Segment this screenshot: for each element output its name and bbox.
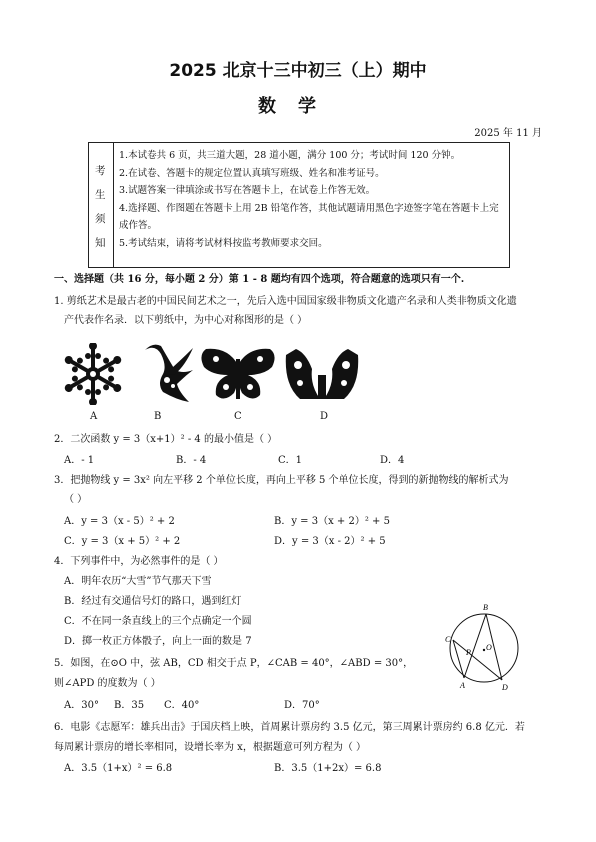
notice-body <box>119 147 505 252</box>
notice-item: 4.选择题、作图题在答题卡上用 2B 铅笔作答，其他试题请用黑色字迹签字笔在答题卡上完成作答。 <box>119 202 499 231</box>
page-title: 2025 北京十三中初三（上）期中 <box>169 61 427 81</box>
q2-option-b: B．- 4 <box>176 455 207 466</box>
point-label-d: D <box>502 683 508 692</box>
point-label-a: A <box>460 681 465 690</box>
q4-option-c: C．不在同一条直线上的三个点确定一个圆 <box>64 616 252 627</box>
q4-stem: 4．下列事件中，为必然事件的是（ ） <box>54 556 224 567</box>
q6-line1: 6．电影《志愿军：雄兵出击》于国庆档上映，首周累计票房约 3.5 亿元，第三周累计票房约 6.8 亿元．若 <box>54 722 525 733</box>
papercut-bird-image <box>133 340 199 406</box>
q2-option-c: C．1 <box>278 455 303 466</box>
q5-option-c: C．40° <box>164 700 200 711</box>
q5-option-b: B．35 <box>114 700 145 711</box>
notice-head-char: 须 <box>95 213 106 225</box>
subject-title: 数学 <box>258 96 338 117</box>
q5-option-d: D．70° <box>284 700 320 711</box>
figure-label-c: C <box>234 411 242 422</box>
q3-option-b: B．y = 3（x + 2）² + 5 <box>274 516 390 527</box>
q1-line1: 1. 剪纸艺术是最古老的中国民间艺术之一，先后入选中国国家级非物质文化遗产名录和人类非物质文化遗 <box>54 296 517 307</box>
q5-circle-diagram <box>440 598 522 694</box>
q2-option-a: A．- 1 <box>64 455 95 466</box>
notice-head-char: 生 <box>95 189 106 201</box>
papercut-snowflake-image <box>52 343 134 405</box>
notice-head-char: 知 <box>95 237 106 249</box>
point-label-o: O <box>486 643 492 652</box>
exam-date: 2025 年 11 月 <box>474 128 542 139</box>
point-label-b: B <box>483 603 488 612</box>
q6-option-a: A．3.5（1+x）² = 6.8 <box>64 763 173 774</box>
figure-label-d: D <box>320 411 329 422</box>
papercut-butterfly-image <box>198 345 278 405</box>
notice-head-char: 考 <box>95 165 106 177</box>
notice-item: 5.考试结束，请将考试材料按监考教师要求交回。 <box>119 237 328 249</box>
q5-line1: 5．如图，在⊙O 中，弦 AB，CD 相交于点 P，∠CAB = 40°，∠ABD = 30°， <box>54 658 414 669</box>
q2-option-d: D．4 <box>380 455 405 466</box>
notice-item: 3.试题答案一律填涂或书写在答题卡上，在试卷上作答无效。 <box>119 185 376 196</box>
papercut-fish-image <box>280 345 364 403</box>
notice-box <box>88 142 510 268</box>
notice-head <box>89 143 114 267</box>
q5-option-a: A．30° <box>64 700 99 711</box>
point-label-p: P <box>466 648 471 657</box>
section-heading: 一、选择题（共 16 分，每小题 2 分）第 1 - 8 题均有四个选项，符合题意的选项只有一个. <box>54 274 465 285</box>
q3-line1: 3．把抛物线 y = 3x² 向左平移 2 个单位长度，再向上平移 5 个单位长度，得到的新抛物线的解析式为 <box>54 475 509 486</box>
q1-line2: 产代表作名录．以下剪纸中，为中心对称图形的是（ ） <box>64 315 308 326</box>
point-label-c: C <box>445 635 451 644</box>
q4-option-a: A．明年农历“大雪”节气那天下雪 <box>64 576 212 587</box>
q6-line2: 每周累计票房的增长率相同，设增长率为 x，根据题意可列方程为（ ） <box>54 742 366 753</box>
q3-option-d: D．y = 3（x - 2）² + 5 <box>274 536 386 547</box>
figure-label-b: B <box>154 411 162 422</box>
q3-option-c: C．y = 3（x + 5）² + 2 <box>64 536 181 547</box>
q6-option-b: B．3.5（1+2x）= 6.8 <box>274 763 382 774</box>
q2-stem: 2．二次函数 y = 3（x+1）² - 4 的最小值是（ ） <box>54 434 278 445</box>
q3-line2: （ ） <box>64 494 88 505</box>
q5-line2: 则∠APD 的度数为（ ） <box>54 678 161 689</box>
q3-option-a: A．y = 3（x - 5）² + 2 <box>64 516 175 527</box>
notice-item: 1.本试卷共 6 页，共三道大题，28 道小题，满分 100 分；考试时间 120 分钟。 <box>119 150 461 161</box>
figure-label-a: A <box>90 411 98 422</box>
q4-option-b: B．经过有交通信号灯的路口，遇到红灯 <box>64 596 242 607</box>
notice-item: 2.在试卷、答题卡的规定位置认真填写班级、姓名和准考证号。 <box>119 167 385 179</box>
q4-option-d: D．掷一枚正方体骰子，向上一面的数是 7 <box>64 636 252 647</box>
